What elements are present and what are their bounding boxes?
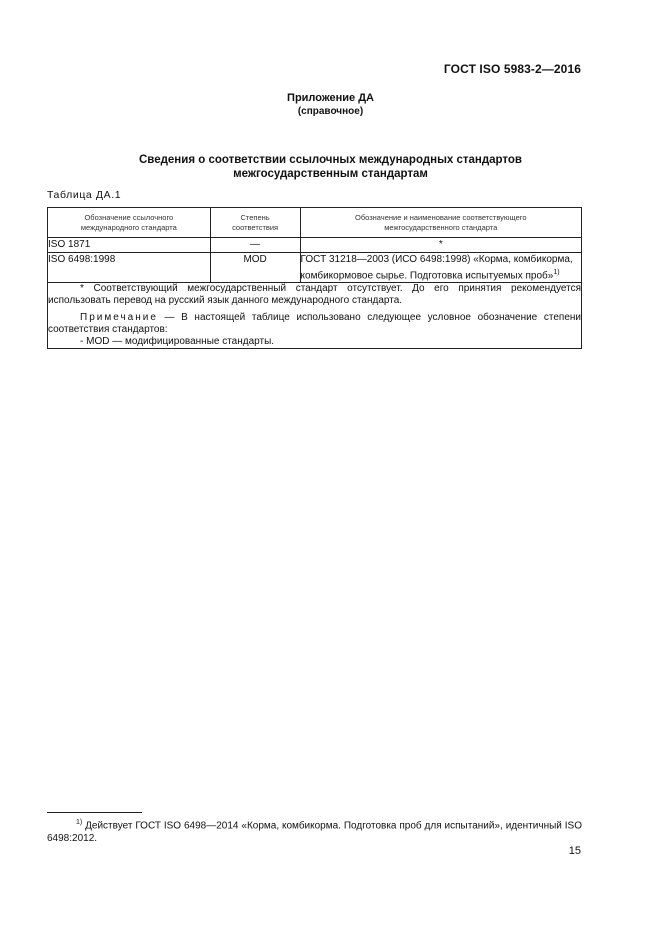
- cell-degree: MOD: [210, 253, 300, 283]
- cell-national: *: [300, 238, 581, 253]
- cell-national: ГОСТ 31218—2003 (ИСО 6498:1998) «Корма, комбикорма, комбикормовое сырье. Подготовка испытуемых проб»$^{1)}$: [300, 253, 581, 283]
- table-row: [48, 253, 582, 283]
- column-header-degree: Степень соответствия: [210, 208, 300, 238]
- table-notes: [48, 283, 582, 349]
- note-item: - MOD — модифицированные стандарты.: [80, 336, 275, 348]
- table-row: [48, 238, 582, 253]
- correspondence-table: [47, 207, 582, 349]
- page-number: 15: [568, 845, 581, 857]
- standard-code: ГОСТ ISO 5983-2—2016: [443, 62, 581, 76]
- star-footnote: * Соответствующий межгосударственный стандарт отсутствует. До его принятия рекомендуется использовать перевод на русский язык данного международного стандарта.: [48, 283, 581, 307]
- table-label: Таблица ДА.1: [47, 189, 122, 201]
- appendix-title: Приложение ДА: [287, 92, 374, 104]
- appendix-subtitle: (справочное): [297, 106, 364, 117]
- footnote-ref: 1): [553, 269, 560, 276]
- section-heading-line1: Сведения о соответствии ссылочных международных стандартов: [138, 154, 522, 166]
- page-footnote: $^{1)}$ Действует ГОСТ ISO 6498—2014 «Корма, комбикорма. Подготовка проб для испытаний», идентичный ISO 6498:2012.: [47, 819, 582, 845]
- cell-ref: ISO 1871: [48, 238, 211, 253]
- footnote-marker: 1): [76, 819, 83, 826]
- cell-degree: —: [210, 238, 300, 253]
- table-notes-row: [48, 283, 582, 349]
- note-label: Примечание: [80, 312, 158, 324]
- column-header-national: Обозначение и наименование соответствующего межгосударственного стандарта: [300, 208, 581, 238]
- column-header-ref: Обозначение ссылочного международного стандарта: [48, 208, 211, 238]
- footnote-separator: [47, 812, 142, 813]
- table-note: Примечание — В настоящей таблице использовано следующее условное обозначение степени соответствия стандартов:: [48, 312, 581, 336]
- table-header-row: [48, 208, 582, 238]
- cell-ref: ISO 6498:1998: [48, 253, 211, 283]
- section-heading-line2: межгосударственным стандартам: [233, 168, 428, 180]
